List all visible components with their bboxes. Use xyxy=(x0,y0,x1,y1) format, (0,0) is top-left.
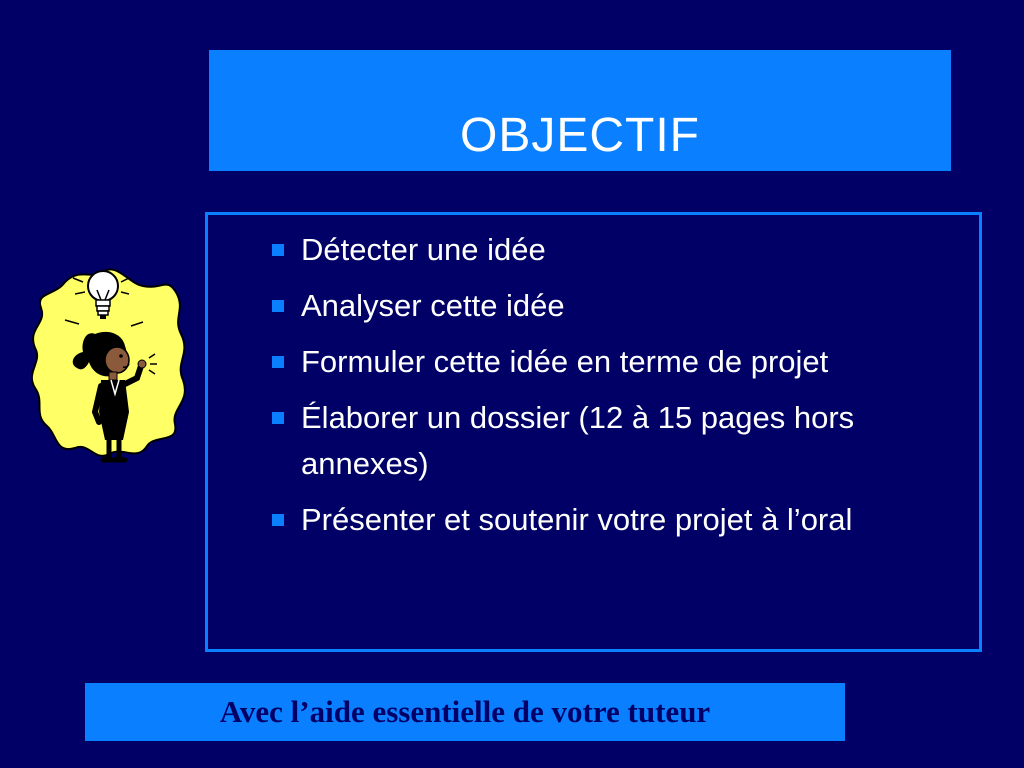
footer-box xyxy=(85,683,845,741)
bullet-text: Analyser cette idée xyxy=(301,288,565,323)
bullet-item xyxy=(268,497,948,543)
bullet-item xyxy=(268,283,948,329)
bullet-text: Détecter une idée xyxy=(301,232,546,267)
bullet-item xyxy=(268,227,948,273)
square-bullet-icon xyxy=(272,244,284,256)
slide-title: OBJECTIF xyxy=(459,109,700,162)
square-bullet-icon xyxy=(272,300,284,312)
person-with-lightbulb-idea-icon xyxy=(25,262,195,472)
bullet-item xyxy=(268,339,948,385)
square-bullet-icon xyxy=(272,412,284,424)
footer-text: Avec l’aide essentielle de votre tuteur xyxy=(219,694,711,729)
bullet-text: Présenter et soutenir votre projet à l’oral xyxy=(301,502,853,537)
square-bullet-icon xyxy=(272,356,284,368)
title-box xyxy=(209,50,951,171)
bullet-text: Formuler cette idée en terme de projet xyxy=(301,344,829,379)
bullet-text: Élaborer un dossier (12 à 15 pages hors annexes) xyxy=(301,400,855,481)
bullet-list xyxy=(268,227,948,553)
content-box xyxy=(205,212,982,652)
bullet-item xyxy=(268,395,948,487)
square-bullet-icon xyxy=(272,514,284,526)
